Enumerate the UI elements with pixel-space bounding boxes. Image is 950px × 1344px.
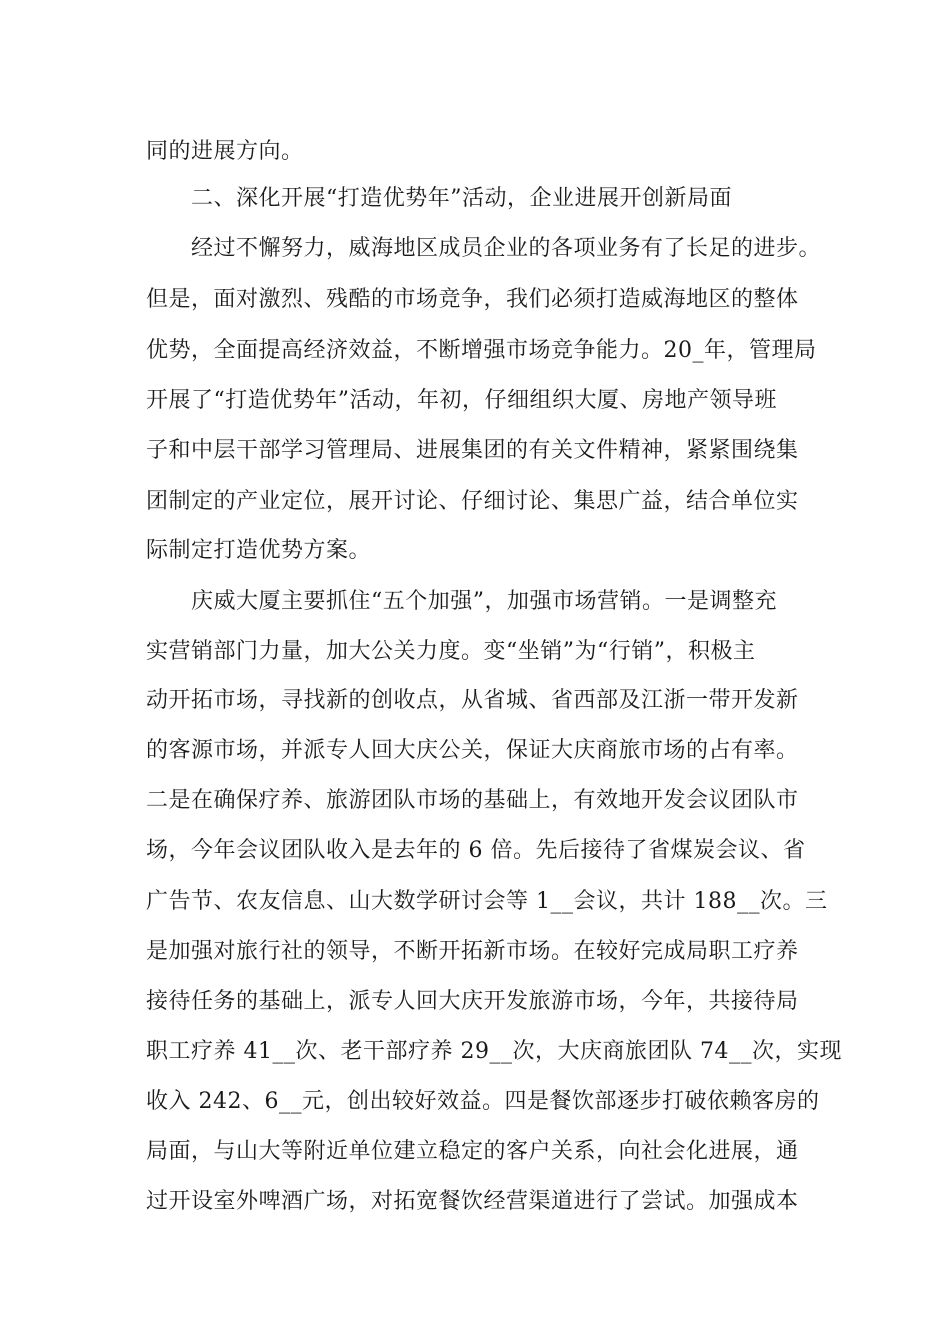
paragraph-line: 开展了“打造优势年”活动，年初，仔细组织大厦、房地产领导班 [146,388,777,413]
paragraph-line: 收入 242、6__元，创出较好效益。四是餐饮部逐步打破依赖客房的 [146,1089,820,1114]
paragraph-line: 广告节、农友信息、山大数学研讨会等 1__会议，共计 188__次。三 [146,889,828,914]
paragraph-line: 职工疗养 41__次、老干部疗养 29__次，大庆商旅团队 74__次，实现 [146,1039,842,1064]
paragraph-line: 团制定的产业定位，展开讨论、仔细讨论、集思广益，结合单位实 [146,489,799,514]
paragraph-line: 优势，全面提高经济效益，不断增强市场竞争能力。20_年，管理局 [146,338,817,363]
paragraph-line: 场，今年会议团队收入是去年的 6 倍。先后接待了省煤炭会议、省 [146,838,806,863]
paragraph-line: 子和中层干部学习管理局、进展集团的有关文件精神，紧紧围绕集 [146,438,799,463]
paragraph-line: 接待任务的基础上，派专人回大庆开发旅游市场，今年，共接待局 [146,989,799,1014]
section-heading: 二、深化开展“打造优势年”活动，企业进展开创新局面 [191,186,732,211]
paragraph-line: 是加强对旅行社的领导，不断开拓新市场。在较好完成局职工疗养 [146,939,799,964]
paragraph-line: 局面，与山大等附近单位建立稳定的客户关系，向社会化进展，通 [146,1139,799,1164]
paragraph-line: 庆威大厦主要抓住“五个加强”，加强市场营销。一是调整充 [191,589,777,614]
paragraph-line: 实营销部门力量，加大公关力度。变“坐销”为“行销”，积极主 [146,639,756,664]
paragraph-line: 经过不懈努力，威海地区成员企业的各项业务有了长足的进步。 [191,236,822,261]
paragraph-line: 同的进展方向。 [146,139,304,164]
paragraph-line: 过开设室外啤酒广场，对拓宽餐饮经营渠道进行了尝试。加强成本 [146,1189,799,1214]
paragraph-line: 际制定打造优势方案。 [146,538,372,563]
paragraph-line: 但是，面对激烈、残酷的市场竞争，我们必须打造威海地区的整体 [146,287,799,312]
paragraph-line: 动开拓市场，寻找新的创收点，从省城、省西部及江浙一带开发新 [146,688,799,713]
paragraph-line: 二是在确保疗养、旅游团队市场的基础上，有效地开发会议团队市 [146,788,799,813]
paragraph-line: 的客源市场，并派专人回大庆公关，保证大庆商旅市场的占有率。 [146,738,799,763]
